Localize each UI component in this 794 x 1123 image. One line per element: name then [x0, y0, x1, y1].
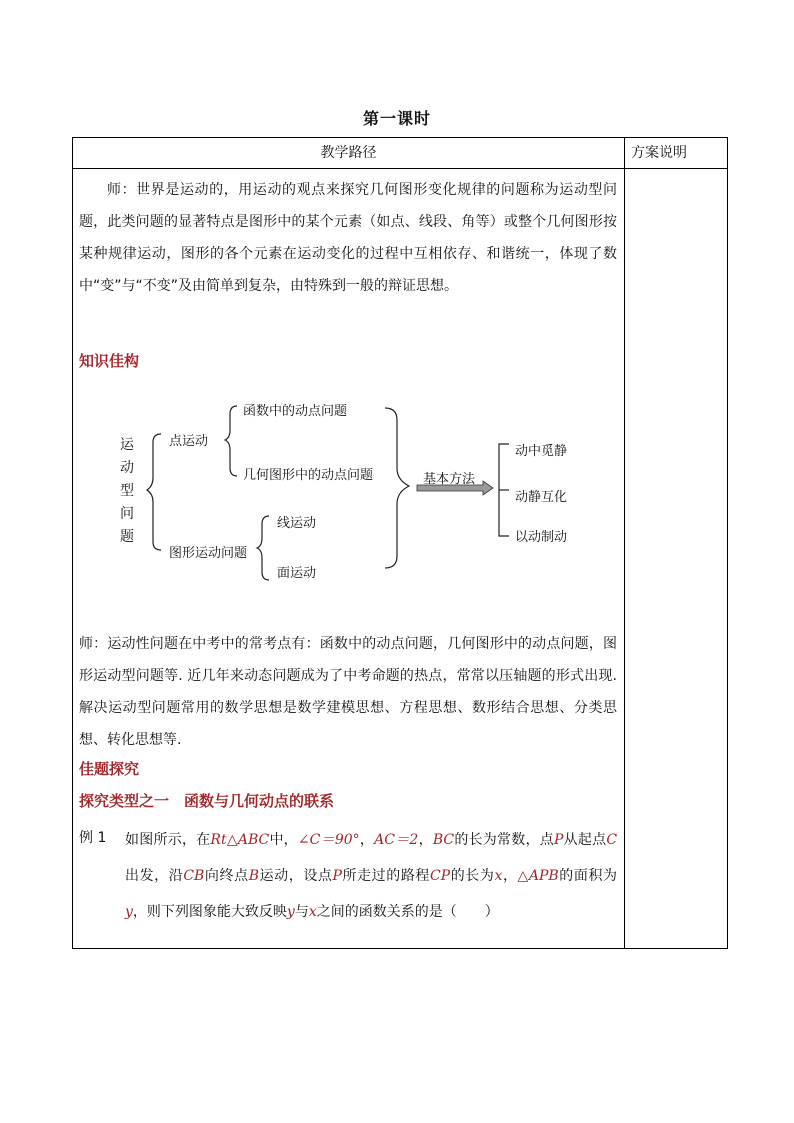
- shape-motion-label: 图形运动问题: [169, 546, 248, 561]
- section-heading: 佳题探究: [79, 760, 140, 778]
- root-brace: [147, 434, 161, 550]
- point-motion-label: 点运动: [169, 434, 209, 449]
- method-item: 动中觅静: [515, 444, 568, 459]
- page-title: 第一课时: [362, 109, 431, 128]
- root-char: 题: [120, 529, 134, 545]
- second-paragraph: 师：运动性问题在中考中的常考点有：函数中的动点问题，几何图形中的动点问题，图形运动型问题等. 近几年来动态问题成为了中考命题的热点，常常以压轴题的形式出现. 解决运动型问题常用的数学思想是数学建模思想、方程思想、数形结合思想、分类思想、转化思想等.: [79, 636, 617, 748]
- method-item: 动静互化: [515, 490, 568, 505]
- root-char: 动: [120, 460, 134, 476]
- example-body: 如图所示，在Rt△ABC中，∠C＝90°，AC＝2，BC的长为常数，点P从起点C出发，沿CB向终点B运动，设点P所走过的路程CP的长为x，△APB的面积为y，则下列图象能大致反映y与x之间的函数关系的是（ ）: [125, 832, 618, 920]
- col-header-teaching-path: 教学路径: [320, 145, 377, 161]
- merge-brace: [385, 408, 409, 568]
- lesson-table: [72, 137, 728, 949]
- intro-paragraph: 师：世界是运动的，用运动的观点来探究几何图形变化规律的问题称为运动型问题，此类问题的显著特点是图形中的某个元素（如点、线段、角等）或整个几何图形按某种规律运动，图形的各个元素在运动变化的过程中互相依存、和谐统一，体现了数中“变”与“不变”及由简单到复杂，由特殊到一般的辩证思想。: [79, 182, 617, 294]
- root-char: 问: [120, 506, 134, 522]
- point-brace: [225, 406, 237, 476]
- geo-problem-label: 几何图形中的动点问题: [243, 468, 374, 483]
- method-label: 基本方法: [423, 472, 476, 487]
- shape-brace: [257, 516, 269, 580]
- type-heading: 探究类型之一 函数与几何动点的联系: [79, 792, 335, 810]
- col-header-plan-notes: 方案说明: [631, 145, 687, 161]
- root-char: 运: [120, 437, 134, 453]
- func-problem-label: 函数中的动点问题: [243, 404, 348, 419]
- knowledge-heading: 知识佳构: [79, 352, 140, 370]
- example-label: 例 1: [79, 830, 107, 846]
- method-item: 以动制动: [515, 530, 568, 545]
- line-motion-label: 线运动: [277, 516, 317, 531]
- root-char: 型: [120, 483, 134, 499]
- surface-motion-label: 面运动: [277, 566, 317, 581]
